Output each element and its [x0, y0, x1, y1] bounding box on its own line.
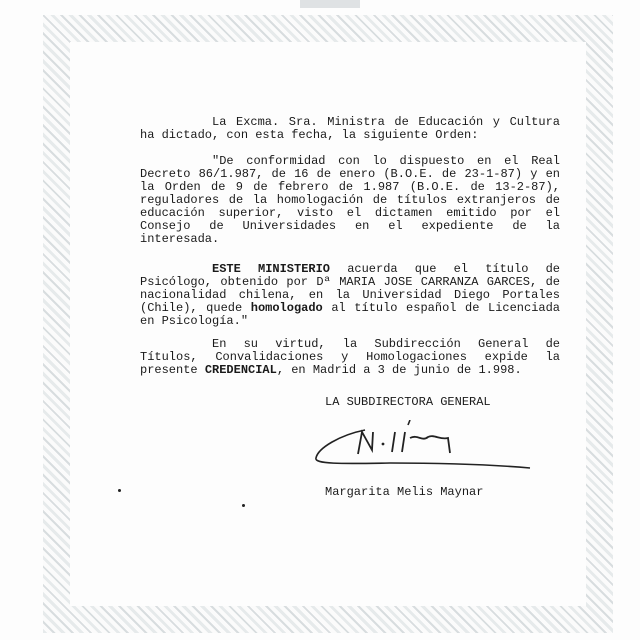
text-line: la Orden de 9 de febrero de 1.987 (B.O.E. de 13-2-87),: [140, 180, 560, 194]
text-line: educación superior, visto el dictamen emitido por el: [140, 206, 560, 220]
text-line: [140, 364, 560, 377]
speck: [242, 504, 245, 507]
text-segment: presente: [140, 363, 205, 377]
text-line: nacionalidad chilena, en la Universidad Diego Portales: [140, 288, 560, 302]
signatory-title: LA SUBDIRECTORA GENERAL: [325, 395, 491, 409]
top-edge-mark: [300, 0, 360, 8]
text-line: Consejo de Universidades en el expediente de la: [140, 219, 560, 233]
speck: [118, 489, 121, 492]
closing-paragraph: [140, 338, 560, 377]
text-segment: acuerda que el título de: [330, 262, 560, 276]
text-line: interesada.: [140, 232, 220, 246]
text-line: Títulos, Convalidaciones y Homologaciones expide la: [140, 350, 560, 364]
text-line: Decreto 86/1.987, de 16 de enero (B.O.E. de 23-1-87) y en: [140, 167, 560, 181]
text-line: reguladores de la homologación de títulos extranjeros de: [140, 193, 560, 207]
text-segment: , en Madrid a 3 de junio de 1.998.: [276, 363, 522, 377]
handwritten-signature: [310, 420, 540, 480]
text-line: En su virtud, la Subdirección General de: [212, 337, 560, 351]
text-line: "De conformidad con lo dispuesto en el Real: [212, 154, 560, 168]
signatory-name: Margarita Melis Maynar: [325, 485, 484, 499]
text-segment: al título español de Licenciada: [322, 301, 560, 315]
homologado-bold: homologado: [250, 301, 323, 315]
text-line: en Psicología.": [140, 314, 249, 328]
ministerio-bold: ESTE MINISTERIO: [212, 262, 331, 276]
text-segment: (Chile), quede: [140, 301, 251, 315]
quote-paragraph: [140, 155, 560, 246]
text-line: ha dictado, con esta fecha, la siguiente Orden:: [140, 128, 479, 142]
credencial-bold: CREDENCIAL: [204, 363, 277, 377]
intro-paragraph: [140, 116, 560, 142]
text-line: Psicólogo, obtenido por Dª MARIA JOSE CARRANZA GARCES, de: [140, 275, 560, 289]
text-line: La Excma. Sra. Ministra de Educación y Cultura: [212, 115, 560, 129]
resolution-paragraph: [140, 263, 560, 328]
